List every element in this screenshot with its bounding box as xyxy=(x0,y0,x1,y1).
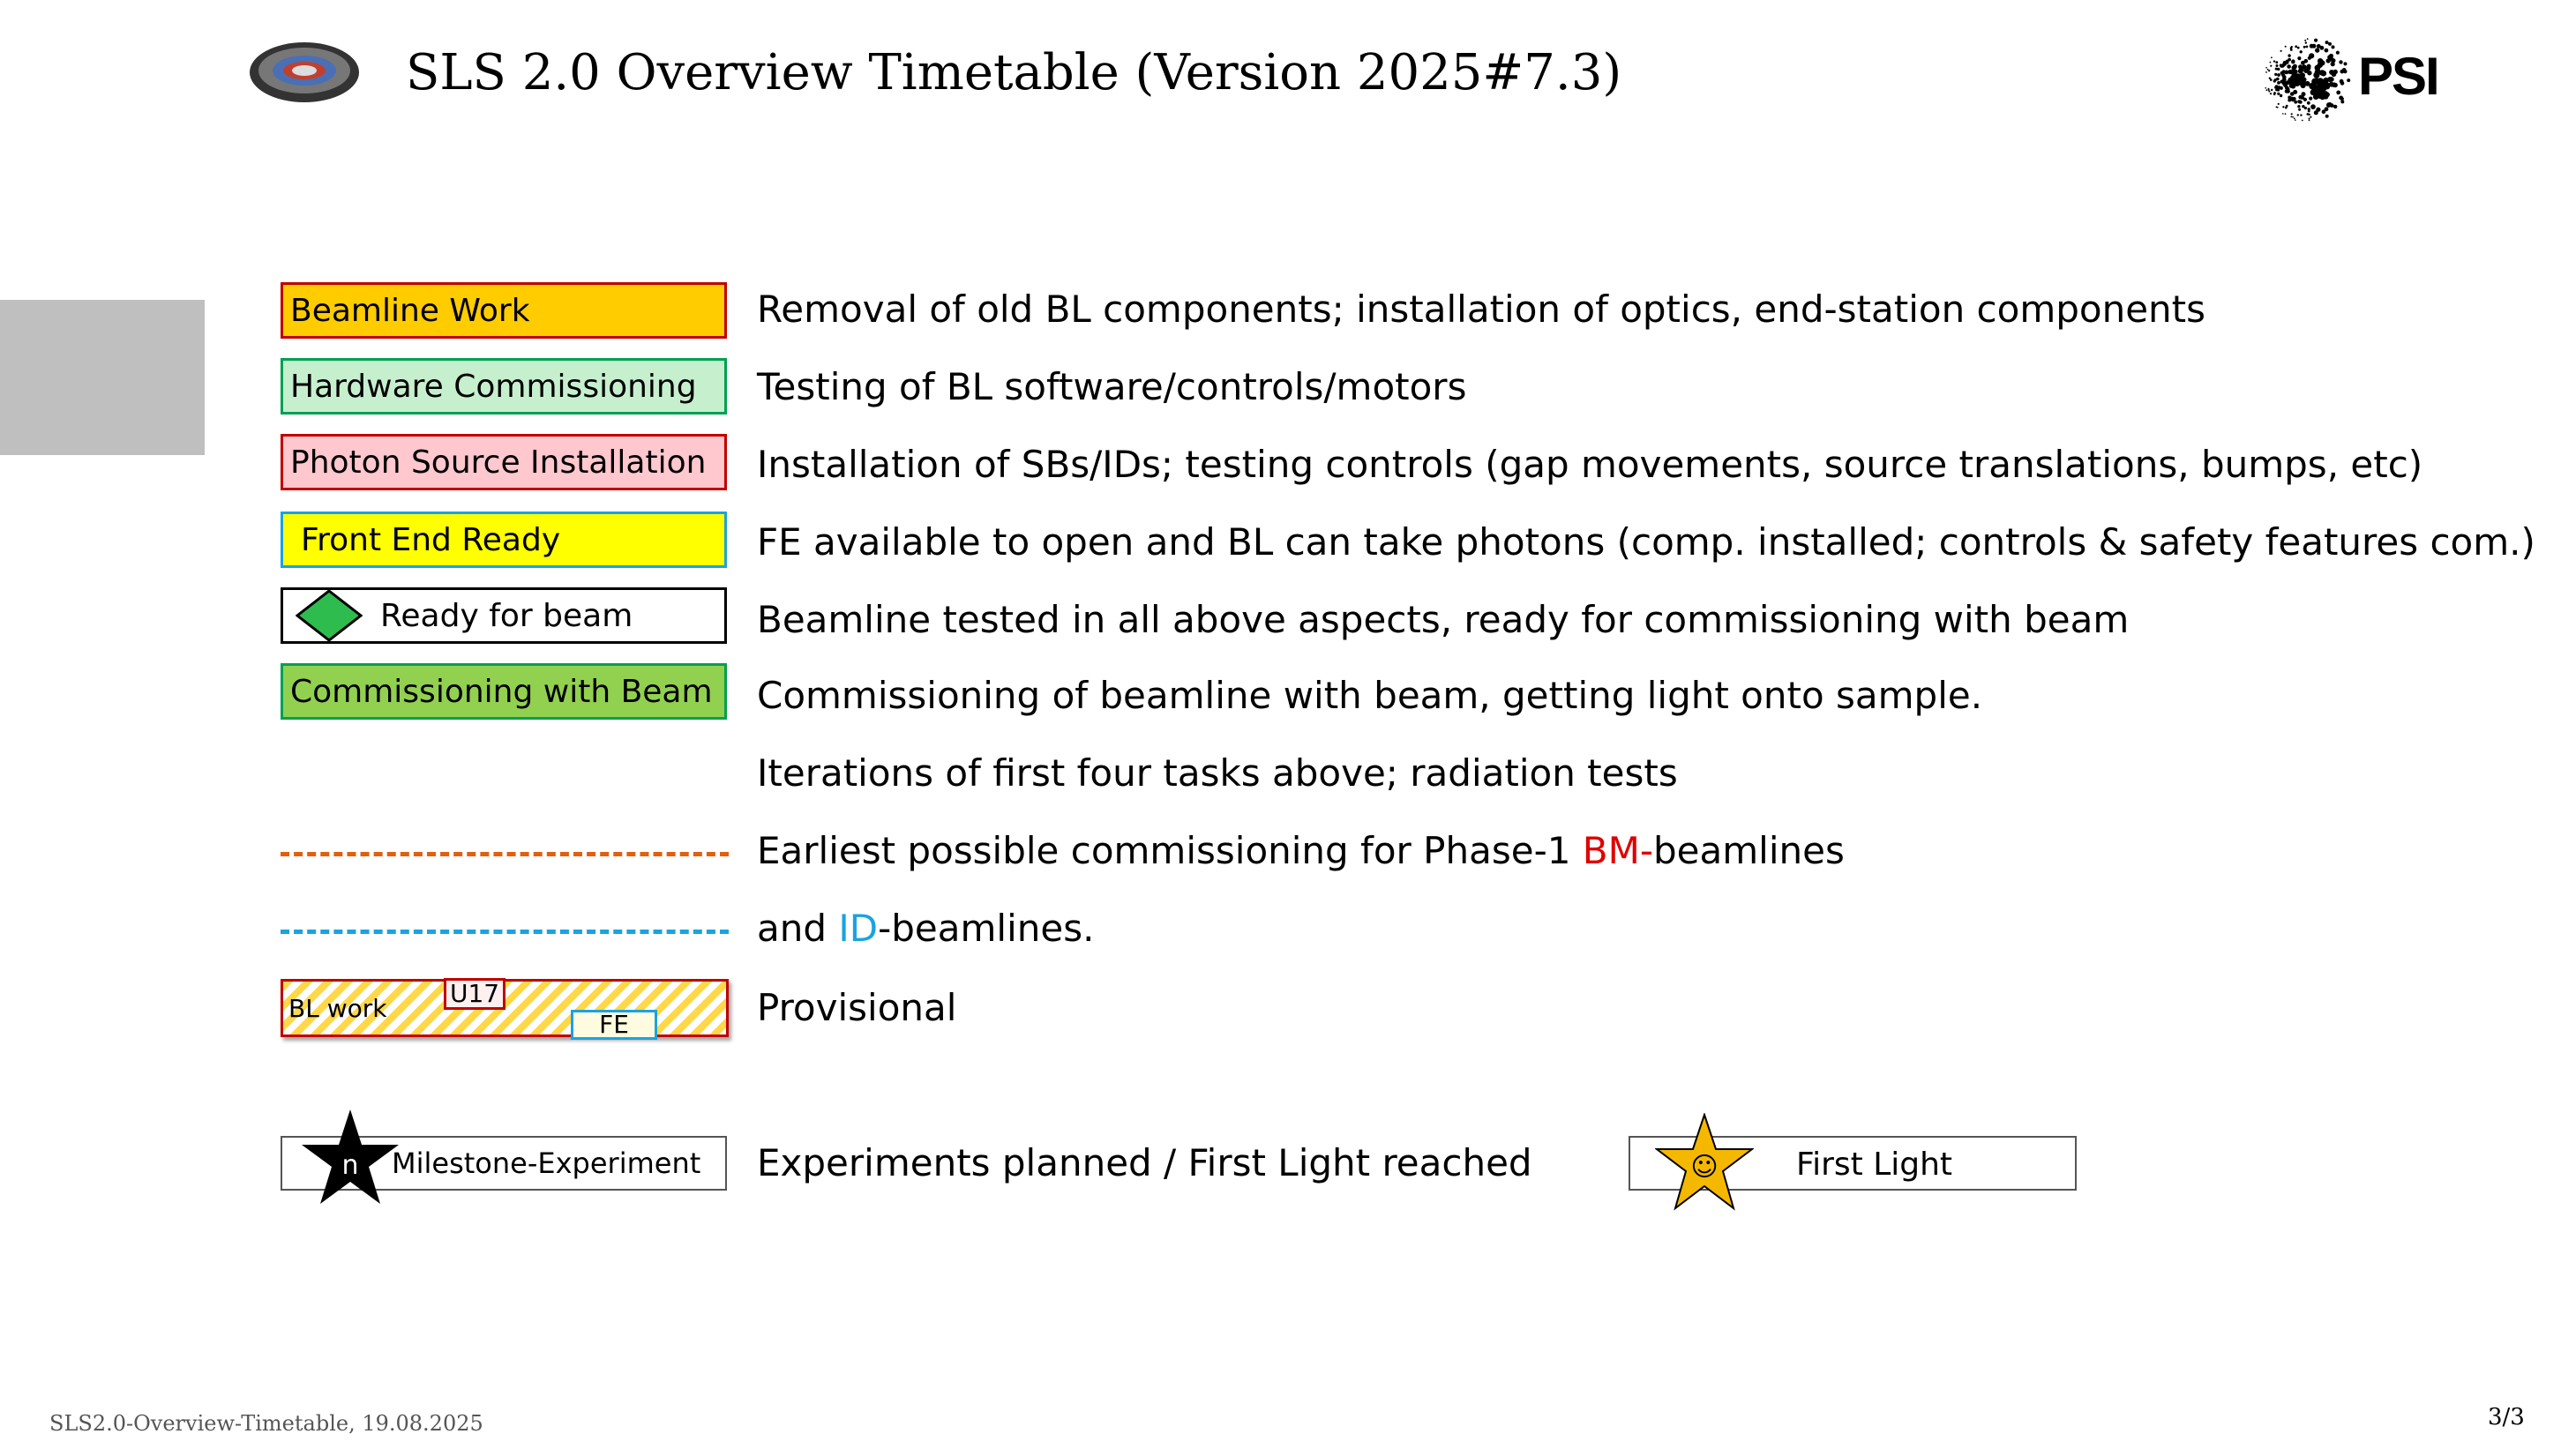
page-title: SLS 2.0 Overview Timetable (Version 2025#7.3) xyxy=(406,44,1622,101)
legend-front-end-ready xyxy=(281,512,727,568)
psi-dot xyxy=(2326,102,2331,107)
first-light-label: First Light xyxy=(1796,1147,1953,1183)
provisional-bl-work: BL work xyxy=(288,994,387,1023)
psi-dot xyxy=(2282,106,2284,108)
psi-dot xyxy=(2294,101,2297,104)
psi-dot xyxy=(2307,101,2310,105)
psi-dot xyxy=(2291,113,2293,115)
psi-dot xyxy=(2328,42,2332,46)
legend-label: Hardware Commissioning xyxy=(290,368,697,405)
psi-dot xyxy=(2340,96,2343,100)
provisional-u17: U17 xyxy=(444,978,505,1010)
psi-dot xyxy=(2319,70,2325,76)
provisional-box xyxy=(281,979,729,1037)
psi-dot xyxy=(2286,60,2289,63)
id-prefix: and xyxy=(757,907,839,950)
psi-dot xyxy=(2278,103,2280,105)
psi-dot xyxy=(2291,84,2296,89)
psi-dot xyxy=(2332,58,2336,63)
psi-dot xyxy=(2336,91,2340,95)
psi-dot xyxy=(2280,63,2282,66)
psi-dot xyxy=(2308,108,2310,110)
psi-dot xyxy=(2273,60,2275,62)
psi-dot xyxy=(2309,120,2310,122)
psi-dot xyxy=(2314,39,2318,42)
psi-dot xyxy=(2277,107,2279,108)
id-dashed-line xyxy=(281,930,729,934)
psi-dot xyxy=(2277,73,2280,77)
psi-dot xyxy=(2270,93,2272,94)
psi-dot xyxy=(2313,78,2319,84)
psi-dot xyxy=(2302,92,2306,96)
psi-dot xyxy=(2333,105,2337,108)
psi-dot xyxy=(2268,88,2270,90)
psi-dot xyxy=(2302,120,2303,122)
legend-hardware-commissioning xyxy=(281,358,727,415)
provisional-fe: FE xyxy=(571,1010,657,1040)
psi-dot xyxy=(2267,69,2269,71)
legend-label: Commissioning with Beam xyxy=(290,673,713,710)
psi-dot xyxy=(2298,108,2301,111)
psi-logo-text: PSI xyxy=(2358,47,2438,106)
psi-dot xyxy=(2297,114,2299,116)
iterations-text: Iterations of first four tasks above; radiation tests xyxy=(757,751,1678,795)
psi-dot xyxy=(2295,46,2297,49)
psi-dot xyxy=(2265,71,2267,73)
psi-dot xyxy=(2280,86,2283,90)
psi-dot xyxy=(2274,78,2277,81)
psi-dot xyxy=(2287,64,2291,69)
legend-description: Beamline tested in all above aspects, ready for commissioning with beam xyxy=(757,598,2130,641)
psi-dot xyxy=(2307,64,2311,69)
psi-logo xyxy=(2245,35,2457,123)
psi-dot xyxy=(2265,87,2266,89)
psi-dot xyxy=(2275,68,2278,71)
psi-dot xyxy=(2299,67,2304,72)
psi-dot xyxy=(2285,46,2287,48)
psi-dot xyxy=(2290,47,2293,49)
psi-dot xyxy=(2309,97,2312,101)
psi-dot xyxy=(2318,58,2323,63)
psi-dot xyxy=(2332,45,2335,49)
page-number: 3/3 xyxy=(2488,1404,2525,1430)
psi-dot xyxy=(2315,48,2319,52)
legend-description: FE available to open and BL can take photons (comp. installed; controls & safety features com.) xyxy=(757,520,2535,564)
psi-dot xyxy=(2275,85,2278,87)
psi-dot xyxy=(2300,50,2303,53)
psi-dot xyxy=(2275,61,2278,63)
psi-dot xyxy=(2297,100,2301,103)
psi-dot xyxy=(2297,56,2301,60)
psi-dot xyxy=(2289,70,2294,74)
psi-dot xyxy=(2307,38,2309,40)
psi-dot xyxy=(2336,51,2340,55)
psi-dot xyxy=(2285,113,2287,115)
psi-dot xyxy=(2271,56,2273,58)
bm-dashed-line xyxy=(281,852,729,856)
psi-dot xyxy=(2275,88,2278,91)
legend-label: Photon Source Installation xyxy=(290,444,707,481)
psi-dot xyxy=(2270,65,2272,67)
bm-highlight: BM- xyxy=(1582,829,1654,872)
psi-dot xyxy=(2332,82,2337,87)
milestone-n: n xyxy=(341,1150,359,1181)
id-suffix: -beamlines. xyxy=(878,907,1095,950)
psi-dot xyxy=(2343,70,2347,73)
legend-ready-for-beam xyxy=(281,587,727,644)
psi-dot xyxy=(2325,49,2329,53)
psi-dot xyxy=(2344,62,2348,65)
psi-dot xyxy=(2325,115,2329,118)
psi-dot xyxy=(2347,78,2350,82)
green-diamond-icon xyxy=(296,589,363,642)
psi-dot xyxy=(2309,118,2310,120)
psi-dot xyxy=(2301,61,2305,65)
psi-dot xyxy=(2305,41,2307,43)
psi-dot xyxy=(2282,70,2286,73)
psi-dot xyxy=(2310,44,2314,49)
psi-dot xyxy=(2273,93,2276,96)
psi-dot xyxy=(2340,81,2345,86)
psi-dot xyxy=(2291,59,2295,63)
side-tab xyxy=(0,300,205,455)
psi-dot xyxy=(2303,68,2309,73)
psi-dot xyxy=(2282,113,2284,115)
bm-suffix: beamlines xyxy=(1653,829,1845,872)
psi-dot xyxy=(2315,93,2321,99)
id-dashed-description xyxy=(757,907,1095,950)
milestone-label: Milestone-Experiment xyxy=(392,1147,701,1180)
psi-dot xyxy=(2295,119,2296,121)
psi-dot xyxy=(2308,56,2311,60)
psi-dot xyxy=(2293,97,2296,101)
legend-commissioning-with-beam xyxy=(281,663,727,720)
psi-dot xyxy=(2277,93,2280,95)
psi-dot xyxy=(2314,110,2318,115)
psi-dot xyxy=(2303,46,2306,49)
legend-photon-source-installation xyxy=(281,434,727,490)
id-highlight: ID xyxy=(838,907,879,950)
psi-dot xyxy=(2286,89,2290,93)
psi-dot xyxy=(2333,70,2338,74)
psi-dot xyxy=(2339,60,2342,63)
psi-dot xyxy=(2285,107,2288,109)
legend-label: Front End Ready xyxy=(301,521,561,558)
psi-dot xyxy=(2304,40,2306,41)
psi-dot xyxy=(2290,116,2292,118)
psi-dot xyxy=(2310,116,2311,118)
psi-dot xyxy=(2300,114,2302,116)
psi-dot xyxy=(2322,109,2326,114)
legend-label: Beamline Work xyxy=(290,292,530,329)
psi-dot xyxy=(2265,67,2267,69)
footer-doc-info: SLS2.0-Overview-Timetable, 19.08.2025 xyxy=(49,1411,483,1436)
bm-prefix: Earliest possible commissioning for Phase-1 xyxy=(757,829,1583,872)
psi-dot xyxy=(2310,104,2316,109)
psi-dot xyxy=(2274,73,2277,76)
provisional-description: Provisional xyxy=(757,986,957,1029)
psi-dot xyxy=(2276,64,2279,67)
psi-dot xyxy=(2292,116,2294,118)
psi-dot xyxy=(2307,113,2310,116)
psi-dot xyxy=(2269,78,2271,79)
psi-dot xyxy=(2288,78,2293,83)
psi-dot xyxy=(2293,64,2297,69)
psi-dot xyxy=(2296,76,2303,82)
psi-dot xyxy=(2268,91,2270,93)
psi-dot xyxy=(2293,90,2297,94)
psi-dot xyxy=(2280,94,2282,97)
psi-dot xyxy=(2282,75,2287,79)
psi-dot xyxy=(2277,81,2280,85)
psi-dot xyxy=(2285,86,2289,90)
legend-description: Testing of BL software/controls/motors xyxy=(757,365,1467,408)
psi-dot xyxy=(2297,105,2300,108)
legend-description: Removal of old BL components; installation of optics, end-station components xyxy=(757,288,2206,331)
psi-dot xyxy=(2325,92,2330,97)
psi-dot xyxy=(2297,47,2300,49)
psi-dot xyxy=(2270,62,2272,63)
first-light-smiley: ☺ xyxy=(1690,1152,1719,1183)
milestone-description: Experiments planned / First Light reached xyxy=(757,1141,1532,1184)
psi-dot xyxy=(2266,89,2268,91)
psi-dot xyxy=(2271,89,2273,91)
bm-dashed-description xyxy=(757,829,1845,872)
psi-dot xyxy=(2325,41,2329,44)
legend-label: Ready for beam xyxy=(380,597,633,634)
psi-dot xyxy=(2288,54,2290,56)
psi-dot xyxy=(2280,50,2282,52)
legend-description: Installation of SBs/IDs; testing controls (gap movements, source translations, bumps, etc) xyxy=(757,443,2423,486)
psi-dot xyxy=(2317,44,2321,49)
psi-dot xyxy=(2294,117,2295,119)
legend-beamline-work xyxy=(281,282,727,339)
psi-dot xyxy=(2340,100,2344,103)
psi-dot xyxy=(2282,81,2287,86)
psi-dot xyxy=(2327,55,2332,59)
psi-dot xyxy=(2327,77,2333,82)
psi-dot xyxy=(2306,46,2309,49)
legend-description: Commissioning of beamline with beam, getting light onto sample. xyxy=(757,674,1983,717)
psi-dot xyxy=(2302,105,2304,108)
psi-dot xyxy=(2268,70,2270,71)
sls-ring-logo xyxy=(247,35,362,106)
